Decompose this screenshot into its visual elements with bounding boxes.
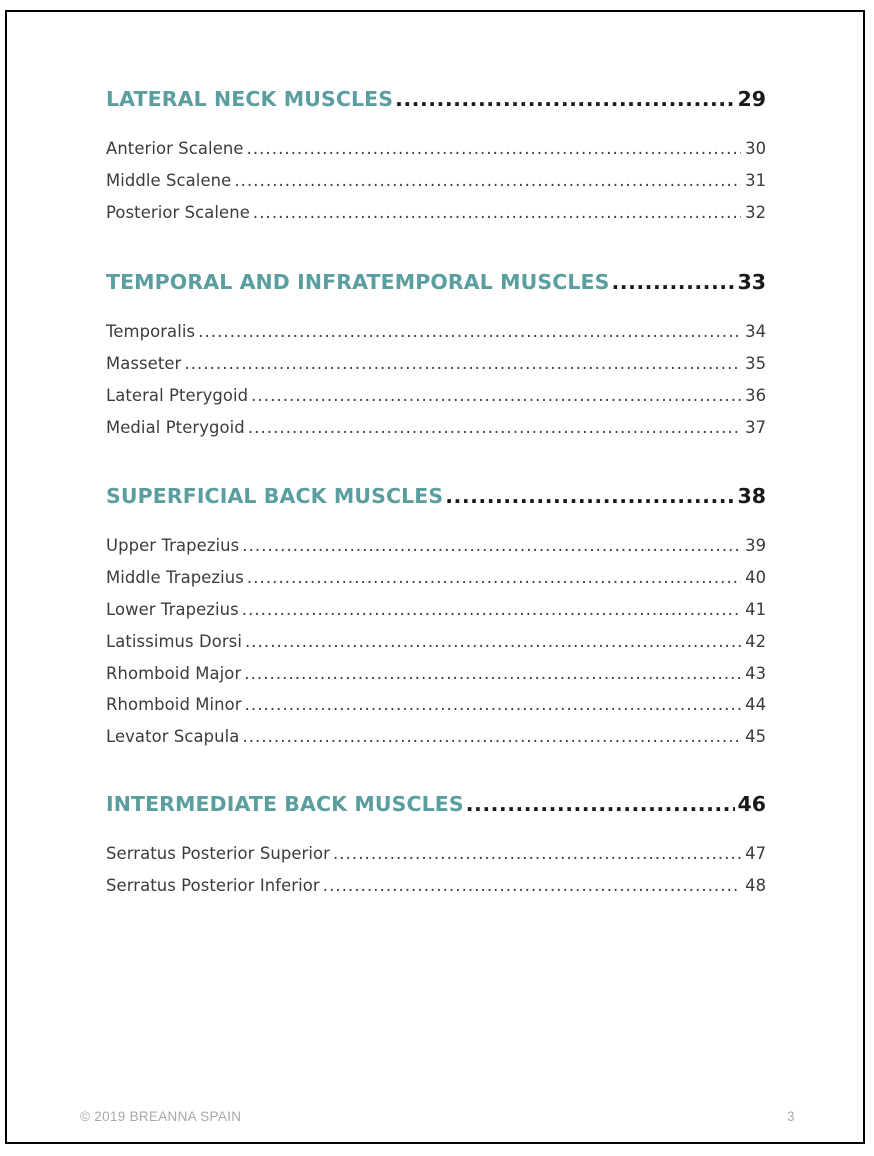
toc-entry[interactable] bbox=[106, 348, 766, 380]
entry-page: 45 bbox=[745, 727, 766, 747]
dot-leader bbox=[242, 727, 741, 746]
dot-leader bbox=[245, 695, 741, 714]
dot-leader bbox=[242, 600, 741, 619]
toc-section bbox=[106, 476, 766, 753]
footer-page-number: 3 bbox=[787, 1109, 795, 1124]
entry-page: 37 bbox=[745, 417, 766, 437]
dot-leader bbox=[253, 203, 741, 222]
table-of-contents bbox=[7, 12, 863, 1142]
toc-entry[interactable] bbox=[106, 838, 766, 870]
document-page bbox=[5, 10, 865, 1144]
dot-leader bbox=[247, 568, 741, 587]
entry-title: Rhomboid Minor bbox=[106, 695, 242, 715]
section-heading-page: 38 bbox=[737, 484, 766, 508]
entry-title: Serratus Posterior Inferior bbox=[106, 876, 320, 896]
entry-title: Medial Pterygoid bbox=[106, 417, 245, 437]
entry-page: 44 bbox=[745, 695, 766, 715]
toc-entry[interactable] bbox=[106, 870, 766, 902]
section-heading-row[interactable] bbox=[106, 79, 766, 119]
entry-title: Serratus Posterior Superior bbox=[106, 844, 330, 864]
section-entries bbox=[106, 133, 766, 228]
section-heading-page: 33 bbox=[737, 270, 766, 294]
entry-title: Middle Scalene bbox=[106, 171, 232, 191]
toc-entry[interactable] bbox=[106, 411, 766, 443]
entry-title: Lower Trapezius bbox=[106, 599, 239, 619]
entry-page: 42 bbox=[745, 631, 766, 651]
dot-leader bbox=[466, 792, 736, 816]
toc-section bbox=[106, 262, 766, 443]
dot-leader bbox=[248, 418, 741, 437]
entry-page: 34 bbox=[745, 322, 766, 342]
section-heading-row[interactable] bbox=[106, 476, 766, 516]
toc-entry[interactable] bbox=[106, 562, 766, 594]
toc-entry[interactable] bbox=[106, 197, 766, 229]
toc-entry[interactable] bbox=[106, 721, 766, 753]
toc-entry[interactable] bbox=[106, 316, 766, 348]
section-heading-page: 46 bbox=[737, 792, 766, 816]
dot-leader bbox=[445, 484, 735, 508]
section-heading-row[interactable] bbox=[106, 784, 766, 824]
entry-title: Masseter bbox=[106, 354, 182, 374]
dot-leader bbox=[184, 354, 741, 373]
entry-title: Middle Trapezius bbox=[106, 568, 244, 588]
dot-leader bbox=[333, 844, 741, 863]
entry-page: 35 bbox=[745, 354, 766, 374]
entry-page: 47 bbox=[745, 844, 766, 864]
dot-leader bbox=[234, 171, 741, 190]
entry-page: 48 bbox=[745, 876, 766, 896]
section-heading-title: INTERMEDIATE BACK MUSCLES bbox=[106, 792, 464, 816]
entry-page: 30 bbox=[745, 139, 766, 159]
entry-title: Levator Scapula bbox=[106, 727, 240, 747]
entry-title: Lateral Pterygoid bbox=[106, 385, 249, 405]
entry-title: Temporalis bbox=[106, 322, 196, 342]
dot-leader bbox=[198, 322, 741, 341]
dot-leader bbox=[395, 87, 735, 111]
entry-page: 31 bbox=[745, 171, 766, 191]
toc-entry[interactable] bbox=[106, 689, 766, 721]
section-heading-title: LATERAL NECK MUSCLES bbox=[106, 87, 394, 111]
entry-title: Anterior Scalene bbox=[106, 139, 244, 159]
toc-entry[interactable] bbox=[106, 530, 766, 562]
entry-page: 43 bbox=[745, 663, 766, 683]
section-heading-page: 29 bbox=[737, 87, 766, 111]
toc-entry[interactable] bbox=[106, 625, 766, 657]
entry-page: 40 bbox=[745, 568, 766, 588]
toc-entry[interactable] bbox=[106, 380, 766, 412]
dot-leader bbox=[245, 632, 741, 651]
dot-leader bbox=[244, 664, 741, 683]
toc-entry[interactable] bbox=[106, 133, 766, 165]
section-entries bbox=[106, 838, 766, 902]
section-heading-row[interactable] bbox=[106, 262, 766, 302]
dot-leader bbox=[612, 270, 736, 294]
dot-leader bbox=[242, 536, 741, 555]
section-heading-title: SUPERFICIAL BACK MUSCLES bbox=[106, 484, 444, 508]
toc-section bbox=[106, 784, 766, 902]
entry-page: 32 bbox=[745, 202, 766, 222]
toc-entry[interactable] bbox=[106, 165, 766, 197]
section-entries bbox=[106, 530, 766, 753]
toc-entry[interactable] bbox=[106, 657, 766, 689]
entry-page: 36 bbox=[745, 385, 766, 405]
entry-title: Posterior Scalene bbox=[106, 202, 250, 222]
footer-copyright: © 2019 BREANNA SPAIN bbox=[80, 1109, 242, 1124]
section-heading-title: TEMPORAL AND INFRATEMPORAL MUSCLES bbox=[106, 270, 610, 294]
section-entries bbox=[106, 316, 766, 443]
entry-title: Rhomboid Major bbox=[106, 663, 242, 683]
dot-leader bbox=[251, 386, 741, 405]
entry-title: Latissimus Dorsi bbox=[106, 631, 242, 651]
toc-section bbox=[106, 79, 766, 228]
toc-entry[interactable] bbox=[106, 594, 766, 626]
entry-title: Upper Trapezius bbox=[106, 536, 240, 556]
entry-page: 41 bbox=[745, 599, 766, 619]
entry-page: 39 bbox=[745, 536, 766, 556]
dot-leader bbox=[323, 876, 741, 895]
dot-leader bbox=[247, 139, 741, 158]
